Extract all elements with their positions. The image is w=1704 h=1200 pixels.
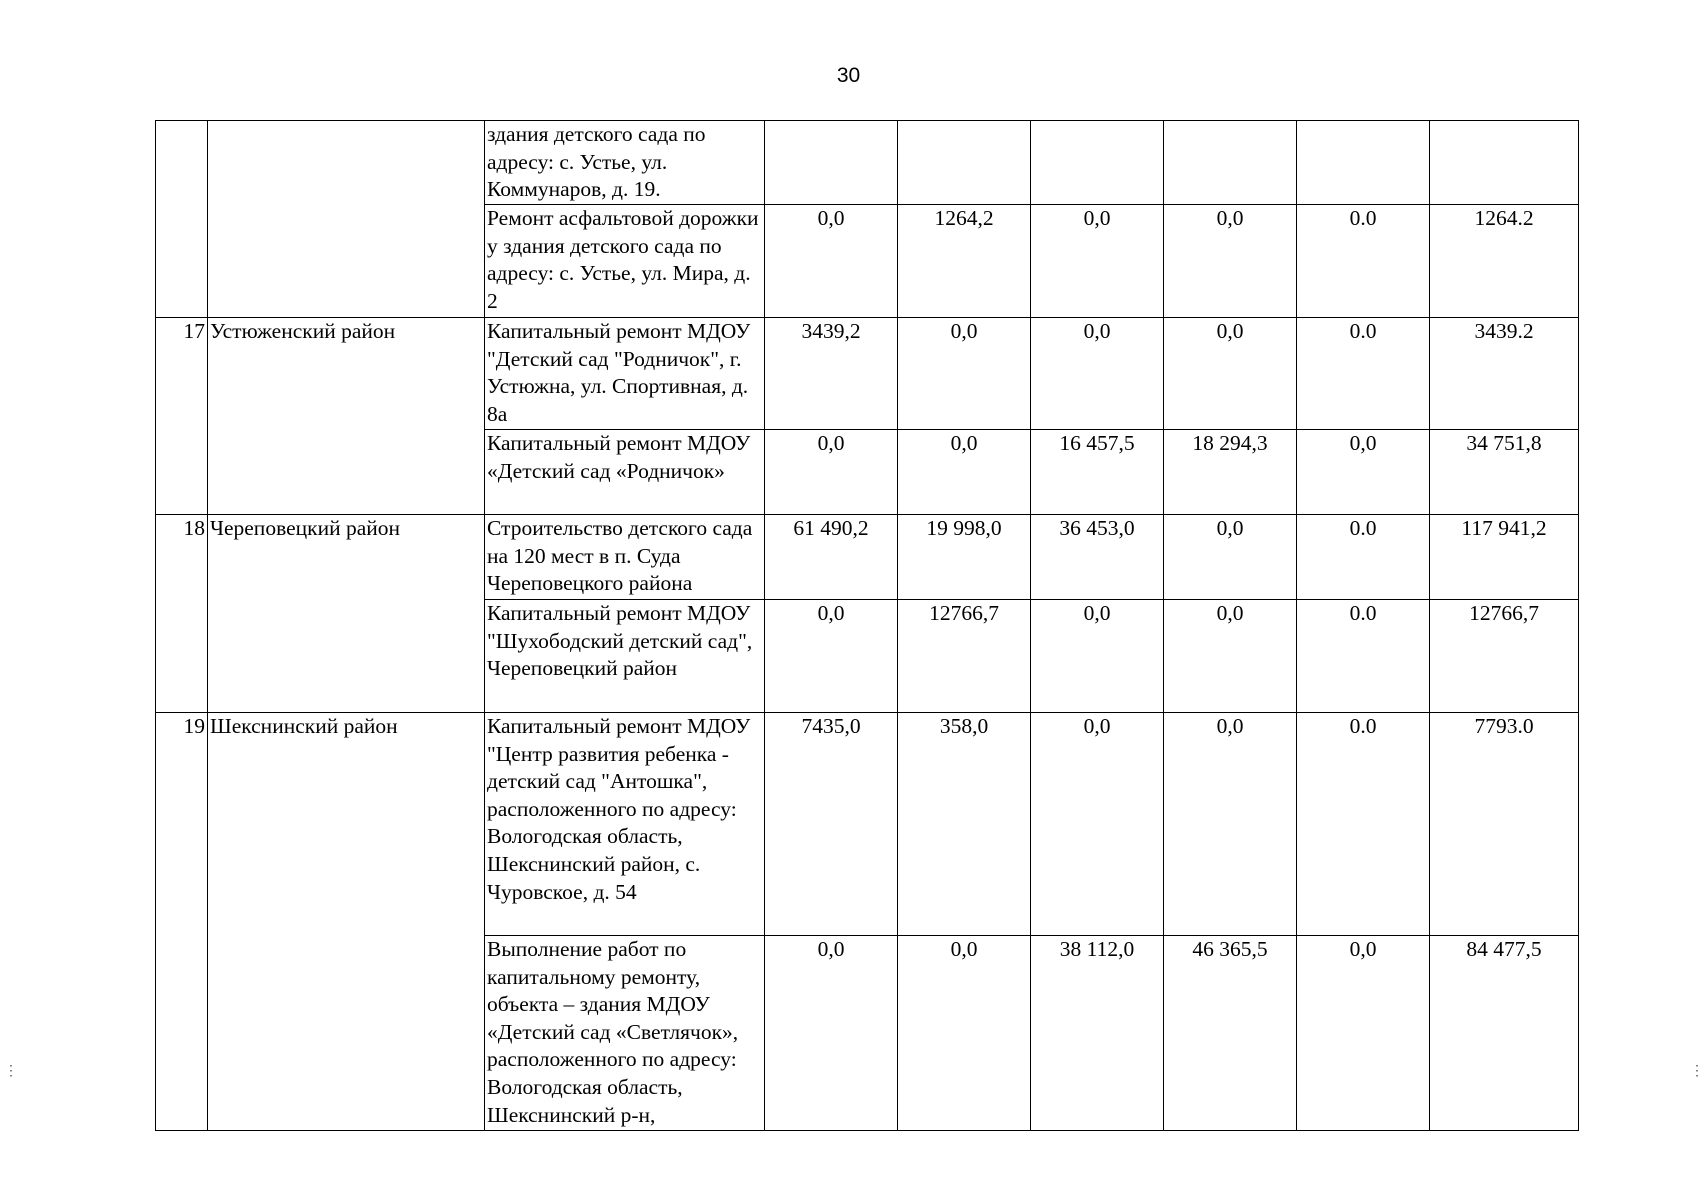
value-cell: 12766,7 xyxy=(898,600,1031,713)
value-cell xyxy=(1297,121,1430,205)
value-cell: 0.0 xyxy=(1297,600,1430,713)
value-cell: 0.0 xyxy=(1297,318,1430,430)
value-cell: 0,0 xyxy=(1031,713,1164,936)
total-cell: 34 751,8 xyxy=(1430,430,1579,515)
table-row xyxy=(156,515,1579,600)
value-cell: 36 453,0 xyxy=(1031,515,1164,600)
total-cell: 3439.2 xyxy=(1430,318,1579,430)
total-cell: 117 941,2 xyxy=(1430,515,1579,600)
district-cell: Шекснинский район xyxy=(208,713,485,1131)
object-cell: Капитальный ремонт МДОУ «Детский сад «Родничок» xyxy=(485,430,765,515)
value-cell: 0,0 xyxy=(1031,318,1164,430)
value-cell: 1264,2 xyxy=(898,205,1031,318)
value-cell: 61 490,2 xyxy=(765,515,898,600)
value-cell xyxy=(1031,121,1164,205)
scan-margin-mark: ⋮ xyxy=(4,1064,18,1080)
value-cell: 46 365,5 xyxy=(1164,936,1297,1131)
value-cell: 0,0 xyxy=(1164,515,1297,600)
value-cell: 0,0 xyxy=(765,205,898,318)
value-cell: 0,0 xyxy=(1297,430,1430,515)
page-number: 30 xyxy=(836,64,861,87)
district-cell: Череповецкий район xyxy=(208,515,485,713)
value-cell: 0,0 xyxy=(1297,936,1430,1131)
scan-margin-mark: ⋮ xyxy=(1690,1064,1704,1080)
total-cell: 7793.0 xyxy=(1430,713,1579,936)
value-cell: 358,0 xyxy=(898,713,1031,936)
row-number-cell: 19 xyxy=(156,713,208,1131)
object-cell: Капитальный ремонт МДОУ "Центр развития ребенка - детский сад "Антошка", расположенного по адресу: Вологодская область, Шекснинский район, с. Чуровское, д. 54 xyxy=(485,713,765,936)
value-cell: 0.0 xyxy=(1297,205,1430,318)
value-cell: 0,0 xyxy=(1031,600,1164,713)
value-cell: 0,0 xyxy=(1031,205,1164,318)
total-cell: 84 477,5 xyxy=(1430,936,1579,1131)
value-cell: 0.0 xyxy=(1297,713,1430,936)
object-cell: Капитальный ремонт МДОУ "Детский сад "Родничок", г. Устюжна, ул. Спортивная, д. 8а xyxy=(485,318,765,430)
value-cell xyxy=(898,121,1031,205)
total-cell xyxy=(1430,121,1579,205)
value-cell: 0.0 xyxy=(1297,515,1430,600)
value-cell xyxy=(765,121,898,205)
value-cell: 18 294,3 xyxy=(1164,430,1297,515)
value-cell: 7435,0 xyxy=(765,713,898,936)
value-cell: 19 998,0 xyxy=(898,515,1031,600)
object-cell: здания детского сада по адресу: с. Устье, ул. Коммунаров, д. 19. xyxy=(485,121,765,205)
object-cell: Выполнение работ по капитальному ремонту, объекта – здания МДОУ «Детский сад «Светлячок», расположенного по адресу: Вологодская область, Шекснинский р-н, xyxy=(485,936,765,1131)
table-row xyxy=(156,121,1579,205)
value-cell: 0,0 xyxy=(898,318,1031,430)
value-cell: 0,0 xyxy=(765,936,898,1131)
value-cell xyxy=(1164,121,1297,205)
total-cell: 1264.2 xyxy=(1430,205,1579,318)
total-cell: 12766,7 xyxy=(1430,600,1579,713)
value-cell: 3439,2 xyxy=(765,318,898,430)
value-cell: 0,0 xyxy=(1164,318,1297,430)
value-cell: 0,0 xyxy=(1164,205,1297,318)
row-number-cell: 18 xyxy=(156,515,208,713)
value-cell: 0,0 xyxy=(1164,713,1297,936)
value-cell: 38 112,0 xyxy=(1031,936,1164,1131)
object-cell: Строительство детского сада на 120 мест в п. Суда Череповецкого района xyxy=(485,515,765,600)
data-table xyxy=(155,120,1579,1131)
table-row xyxy=(156,318,1579,430)
value-cell: 0,0 xyxy=(1164,600,1297,713)
value-cell: 0,0 xyxy=(898,936,1031,1131)
value-cell: 0,0 xyxy=(898,430,1031,515)
row-number-cell: 17 xyxy=(156,318,208,515)
value-cell: 0,0 xyxy=(765,600,898,713)
value-cell: 16 457,5 xyxy=(1031,430,1164,515)
row-number-cell xyxy=(156,121,208,318)
value-cell: 0,0 xyxy=(765,430,898,515)
district-cell xyxy=(208,121,485,318)
object-cell: Ремонт асфальтовой дорожки у здания детского сада по адресу: с. Устье, ул. Мира, д. 2 xyxy=(485,205,765,318)
object-cell: Капитальный ремонт МДОУ "Шухободский детский сад", Череповецкий район xyxy=(485,600,765,713)
district-cell: Устюженский район xyxy=(208,318,485,515)
table-row xyxy=(156,713,1579,936)
